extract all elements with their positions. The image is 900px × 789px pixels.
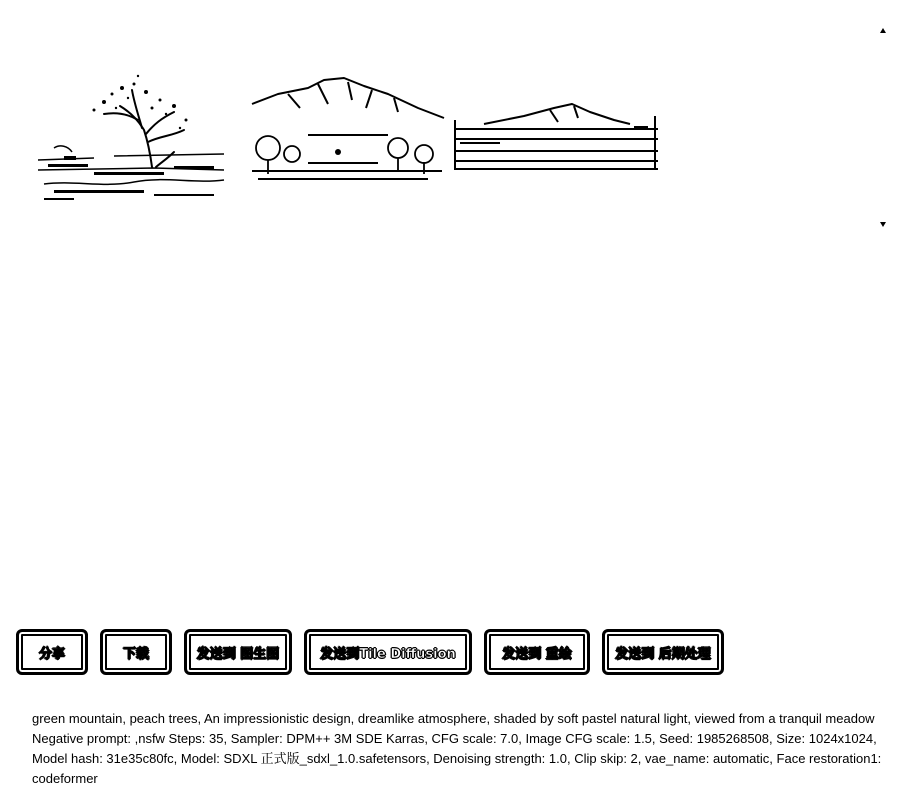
share-button[interactable]: 分享	[16, 629, 88, 675]
mountain-trees-image	[248, 74, 448, 184]
triangle-down-icon[interactable]	[880, 222, 886, 227]
send-to-tile-diffusion-button[interactable]: 发送到Tile Diffusion	[304, 629, 472, 675]
image-gallery	[30, 60, 670, 210]
gallery-thumbnail-2[interactable]	[248, 74, 448, 184]
action-buttons	[16, 629, 724, 675]
triangle-up-icon[interactable]	[880, 28, 886, 33]
download-button[interactable]: 下载	[100, 629, 172, 675]
gallery-thumbnail-1[interactable]	[34, 72, 230, 202]
send-to-inpaint-button[interactable]: 发送到 重绘	[484, 629, 590, 675]
tree-sketch-image	[34, 72, 230, 202]
generation-info-text: green mountain, peach trees, An impressionistic design, dreamlike atmosphere, shaded by soft pastel natural light, viewed from a tranquil meadow Negative prompt: ,nsfw Steps: 35, Sampler: DPM++ 3M SDE Karras, CFG scale: 7.0, Image CFG scale: 1.5, Seed: 1985268508, Size: 1024x1024, Model hash: 31e35c80fc, Model: SDXL 正式版_sdxl_1.0.safetensors, Denoising strength: 1.0, Clip skip: 2, vae_name: automatic, Face restoration1: codeformer	[32, 711, 882, 786]
send-to-img2img-button[interactable]: 发送到 图生图	[184, 629, 292, 675]
gallery-thumbnail-3[interactable]	[454, 100, 658, 172]
mountain-lake-image	[454, 100, 658, 172]
send-to-extras-button[interactable]: 发送到 后期处理	[602, 629, 724, 675]
